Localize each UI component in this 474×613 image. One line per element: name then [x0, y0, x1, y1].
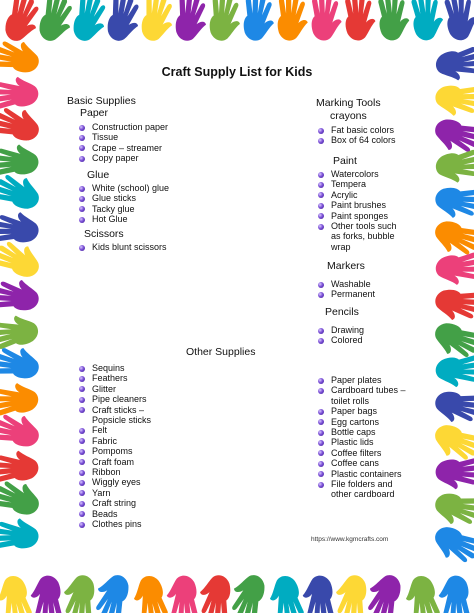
list-item: Beads	[79, 509, 159, 519]
list-item: Kids blunt scissors	[79, 242, 229, 252]
handprint-icon	[210, 0, 240, 41]
pencils-list	[318, 325, 418, 346]
handprint-icon	[435, 187, 474, 219]
handprint-icon	[0, 237, 44, 280]
list-item: Bottle caps	[318, 427, 408, 437]
handprint-icon	[336, 575, 366, 613]
handprint-icon	[0, 211, 39, 244]
list-item: Copy paper	[79, 153, 219, 163]
handprint-icon	[0, 280, 39, 310]
list-item: Box of 64 colors	[318, 135, 418, 145]
list-item: File folders and other cardboard	[318, 479, 408, 500]
list-item: Yarn	[79, 488, 159, 498]
list-item: Washable	[318, 279, 418, 289]
list-item: Tempera	[318, 179, 406, 189]
handprint-icon	[0, 310, 41, 353]
list-item: Cardboard tubes – toilet rolls	[318, 385, 408, 406]
handprint-icon	[3, 0, 42, 45]
handprint-icon	[431, 320, 474, 361]
pencils-heading: Pencils	[325, 306, 359, 318]
list-item: Tacky glue	[79, 204, 219, 214]
crayons-heading: crayons	[330, 110, 367, 122]
handprint-icon	[0, 171, 43, 212]
list-item: Paper plates	[318, 375, 408, 385]
handprint-icon	[435, 290, 474, 320]
list-item: Egg cartons	[318, 417, 408, 427]
handprint-icon	[308, 0, 343, 42]
glue-heading: Glue	[87, 169, 110, 181]
handprint-icon	[435, 83, 474, 116]
list-item: Hot Glue	[79, 214, 219, 224]
list-item: Watercolors	[318, 169, 406, 179]
glue-list	[79, 183, 219, 225]
list-item: Fat basic colors	[318, 125, 418, 135]
list-item: Colored	[318, 335, 418, 345]
handprint-icon	[72, 0, 109, 43]
handprint-icon	[431, 219, 474, 258]
handprint-icon	[0, 105, 42, 143]
list-item: Glitter	[79, 384, 159, 394]
marking-tools-heading: Marking Tools	[316, 97, 381, 109]
list-item: Craft sticks – Popsicle sticks	[79, 405, 159, 426]
list-item: Feathers	[79, 373, 159, 383]
list-item: Wiggly eyes	[79, 477, 159, 487]
handprint-icon	[0, 39, 41, 74]
handprint-icon	[0, 73, 41, 112]
handprint-icon	[0, 573, 37, 613]
list-item: Sequins	[79, 363, 159, 373]
list-item: Construction paper	[79, 122, 219, 132]
markers-heading: Markers	[327, 260, 365, 272]
scissors-list	[79, 242, 229, 252]
handprint-icon	[432, 117, 474, 155]
crayons-list	[318, 125, 418, 146]
list-item: Felt	[79, 425, 159, 435]
handprint-icon	[106, 0, 141, 43]
list-item: Tissue	[79, 132, 219, 142]
list-item: Drawing	[318, 325, 418, 335]
list-item: Craft string	[79, 498, 159, 508]
list-item: Ribbon	[79, 467, 159, 477]
list-item: Fabric	[79, 436, 159, 446]
handprint-icon	[200, 575, 230, 613]
handprint-icon	[128, 573, 173, 613]
list-item: Other tools such as forks, bubble wrap	[318, 221, 406, 252]
handprint-icon	[374, 0, 412, 42]
handprint-icon	[0, 412, 41, 449]
handprint-icon	[264, 573, 309, 613]
list-item: Clothes pins	[79, 519, 159, 529]
handprint-icon	[175, 0, 207, 41]
other-supplies-left-list	[79, 363, 159, 530]
footer-url: https://www.kgmcrafts.com	[311, 536, 389, 543]
handprint-icon	[37, 0, 75, 44]
list-item: White (school) glue	[79, 183, 219, 193]
other-supplies-heading: Other Supplies	[186, 346, 256, 358]
handprint-icon	[407, 0, 446, 43]
list-item: Coffee cans	[318, 458, 408, 468]
handprint-icon	[93, 572, 131, 613]
list-item: Craft foam	[79, 457, 159, 467]
paint-list	[318, 169, 406, 252]
list-item: Glue sticks	[79, 193, 219, 203]
list-item: Paint sponges	[318, 211, 406, 221]
handprint-icon	[430, 524, 474, 567]
list-item: Pompoms	[79, 446, 159, 456]
paint-heading: Paint	[333, 155, 357, 167]
handprint-icon	[434, 454, 474, 492]
handprint-icon	[300, 574, 338, 613]
markers-list	[318, 279, 418, 300]
list-item: Permanent	[318, 289, 418, 299]
scissors-heading: Scissors	[84, 228, 124, 240]
handprint-icon	[435, 391, 474, 423]
list-item: Crape – streamer	[79, 143, 219, 153]
other-supplies-right-list	[318, 375, 408, 500]
handprint-icon	[141, 0, 174, 42]
list-item: Acrylic	[318, 190, 406, 200]
handprint-icon	[430, 422, 474, 464]
handprint-icon	[229, 572, 267, 613]
handprint-icon	[164, 574, 202, 613]
basic-supplies-heading: Basic Supplies	[67, 95, 136, 107]
handprint-icon	[436, 574, 474, 613]
handprint-icon	[0, 346, 40, 379]
handprint-icon	[0, 448, 40, 486]
handprint-icon	[365, 572, 403, 613]
handprint-icon	[440, 0, 474, 43]
list-item: Plastic lids	[318, 437, 408, 447]
handprint-icon	[0, 478, 43, 517]
handprint-icon	[433, 42, 474, 85]
list-item: Pipe cleaners	[79, 394, 159, 404]
handprint-icon	[0, 517, 40, 552]
handprint-icon	[433, 351, 474, 390]
handprint-icon	[243, 0, 275, 41]
list-item: Paper bags	[318, 406, 408, 416]
handprint-icon	[0, 142, 40, 179]
content-sheet	[55, 55, 419, 555]
handprint-icon	[400, 573, 445, 613]
page-title: Craft Supply List for Kids	[161, 65, 313, 79]
handprint-icon	[434, 493, 474, 526]
list-item: Plastic containers	[318, 469, 408, 479]
handprint-icon	[275, 0, 308, 41]
handprint-icon	[64, 575, 94, 613]
list-item: Coffee filters	[318, 448, 408, 458]
list-item: Paint brushes	[318, 200, 406, 210]
handprint-icon	[28, 574, 66, 613]
paper-heading: Paper	[80, 107, 109, 119]
handprint-icon	[0, 379, 41, 420]
handprint-icon	[341, 0, 378, 42]
paper-list	[79, 122, 219, 164]
